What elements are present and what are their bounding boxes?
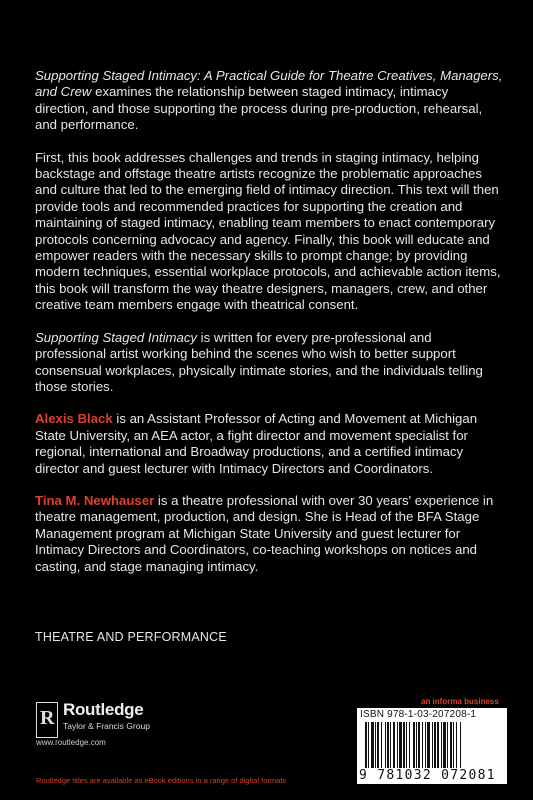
book-title-inline: Supporting Staged Intimacy xyxy=(35,329,198,345)
isbn-barcode xyxy=(357,708,507,784)
publisher-website: www.routledge.com xyxy=(36,738,106,747)
subject-category: THEATRE AND PERFORMANCE xyxy=(35,630,227,644)
back-cover-blurb xyxy=(35,68,505,591)
blurb-paragraph-3: Supporting Staged Intimacy is written for every pre-professional and professional artist working behind the scenes who wish to better support consensual workplaces, physically intimate stories, and the individuals telling those stories. xyxy=(35,329,483,394)
informa-tagline: an informa business xyxy=(421,697,499,706)
author-bio-1: Alexis Black is an Assistant Professor of Acting and Movement at Michigan State University, an AEA actor, a fight director and movement specialist for regional, international and Broadway productions, and a certified intimacy director and guest lecturer with Intimacy Directors and Coordinators. xyxy=(35,411,478,476)
barcode-icon xyxy=(365,722,501,768)
author-bio-2: Tina M. Newhauser is a theatre professional with over 30 years' experience in theatre management, production, and design. She is Head of the BFA Stage Management program at Michigan State University and guest lecturer for Intimacy Directors and Coordinators, co-teaching workshops on notices and casting, and stage managing intimacy. xyxy=(35,492,494,574)
author-name: Tina M. Newhauser xyxy=(35,492,155,508)
publisher-group: Taylor & Francis Group xyxy=(63,721,150,731)
author-name: Alexis Black xyxy=(35,411,113,427)
book-title: Supporting Staged Intimacy: A Practical Guide for Theatre Creatives, Managers, and Crew xyxy=(35,68,503,100)
blurb-paragraph-2: First, this book addresses challenges and trends in staging intimacy, helping backstage and offstage theatre artists recognize the problematic approaches and culture that led to the emerging field of intimacy direction. This text will then provide tools and recommended practices for supporting the creation and maintaining of staged intimacy, enabling team members to enact contemporary protocols concerning advocacy and agency. Finally, this book will educate and empower readers with the necessary skills to prompt change; by providing modern techniques, essential workplace protocols, and achievable action items, this book will transform the way theatre designers, managers, crew, and other creative team members engage with theatrical consent. xyxy=(35,149,501,313)
barcode-digits: 9 781032 072081 xyxy=(359,768,496,783)
publisher-name: Routledge xyxy=(63,700,144,719)
blurb-paragraph-1: Supporting Staged Intimacy: A Practical Guide for Theatre Creatives, Managers, and Crew examines the relationship between staged intimacy, intimacy direction, and those supporting the process during pre-production, rehearsal, and performance. xyxy=(35,68,503,133)
ebook-note: Routledge titles are available as eBook editions in a range of digital formats xyxy=(36,776,287,785)
routledge-mark-icon: R xyxy=(36,702,58,738)
isbn-label: ISBN 978-1-03-207208-1 xyxy=(360,709,477,720)
